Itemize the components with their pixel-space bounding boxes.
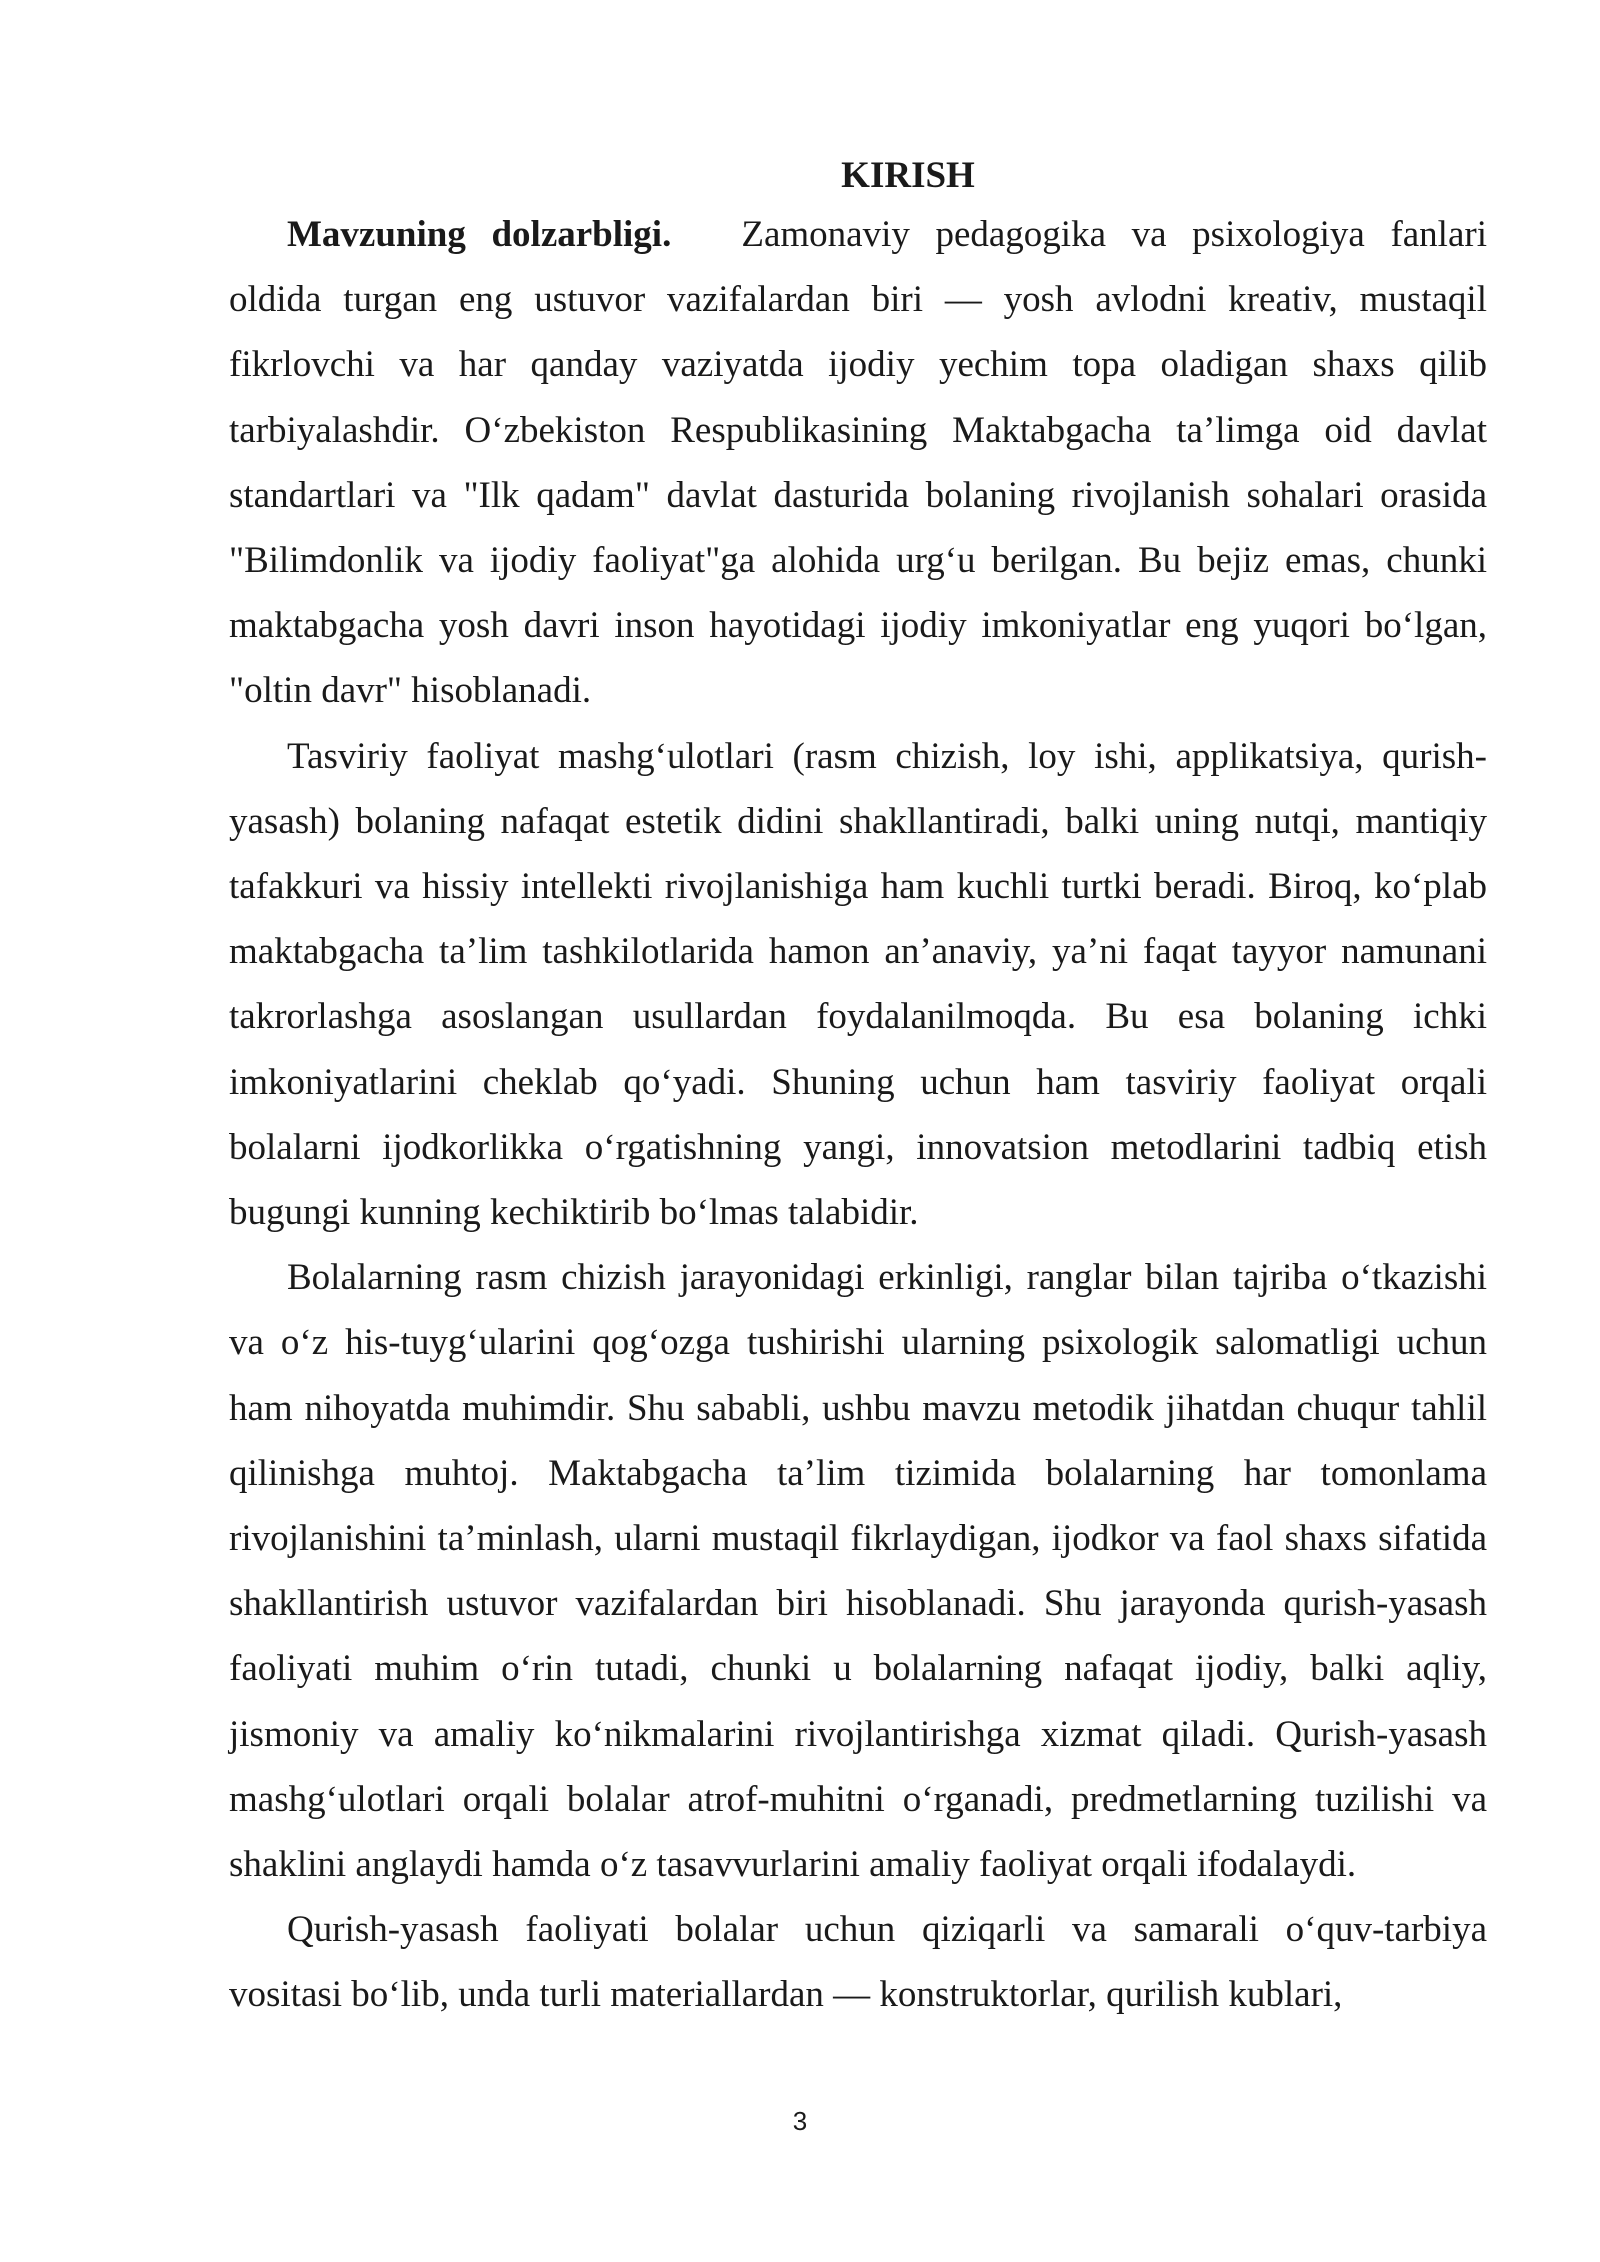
paragraph: Qurish-yasash faoliyati bolalar uchun qiziqarli va samarali o‘quv-tarbiya vositasi bo‘lib, unda turli materiallardan — konstruktorlar, qurilish kublari,: [229, 1909, 1487, 2016]
paragraph: Bolalarning rasm chizish jarayonidagi erkinligi, ranglar bilan tajriba o‘tkazishi va o‘z his-tuyg‘ularini qog‘ozga tushirishi ularning psixologik salomatligi uchun ham nihoyatda muhimdir. Shu sababli, ushbu mavzu metodik jihatdan chuqur tahlil qilinishga muhtoj. Maktabgacha ta’lim tizimida bolalarning har tomonlama rivojlanishini ta’minlash, ularni mustaqil fikrlaydigan, ijodkor va faol shaxs sifatida shakllantirish ustuvor vazifalardan biri hisoblanadi. Shu jarayonda qurish-yasash faoliyati muhim o‘rin tutadi, chunki u bolalarning nafaqat ijodiy, balki aqliy, jismoniy va amaliy ko‘nikmalarini rivojlantirishga xizmat qiladi. Qurish-yasash mashg‘ulotlari orqali bolalar atrof-muhitni o‘rganadi, predmetlarning tuzilishi va shaklini anglaydi hamda o‘z tasavvurlarini amaliy faoliyat orqali ifodalaydi.: [229, 1257, 1487, 1886]
paragraph-text: Zamonaviy pedagogika va psixologiya fanlari oldida turgan eng ustuvor vazifalardan biri — yosh avlodni kreativ, mustaqil fikrlovchi va har qanday vaziyatda ijodiy yechim topa oladigan shaxs qilib tarbiyalashdir. O‘zbekiston Respublikasining Maktabgacha ta’limga oid davlat standartlari va "Ilk qadam" davlat dasturida bolaning rivojlanish sohalari orasida "Bilimdonlik va ijodiy faoliyat"ga alohida urg‘u berilgan. Bu bejiz emas, chunki maktabgacha yosh davri inson hayotidagi ijodiy imkoniyatlar eng yuqori bo‘lgan, "oltin davr" hisoblanadi.: [229, 214, 1487, 712]
page-content: [229, 150, 1487, 2028]
paragraph-relevance: [229, 202, 1487, 724]
lead-label: Mavzuning dolzarbligi.: [287, 214, 672, 255]
page-title: KIRISH: [841, 155, 975, 196]
paragraph: Tasviriy faoliyat mashg‘ulotlari (rasm chizish, loy ishi, applikatsiya, qurish-yasash) bolaning nafaqat estetik didini shakllantiradi, balki uning nutqi, mantiqiy tafakkuri va hissiy intellekti rivojlanishiga ham kuchli turtki beradi. Biroq, ko‘plab maktabgacha ta’lim tashkilotlarida hamon an’anaviy, ya’ni faqat tayyor namunani takrorlashga asoslangan usullardan foydalanilmoqda. Bu esa bolaning ichki imkoniyatlarini cheklab qo‘yadi. Shuning uchun ham tasviriy faoliyat orqali bolalarni ijodkorlikka o‘rgatishning yangi, innovatsion metodlarini tadbiq etish bugungi kunning kechiktirib bo‘lmas talabidir.: [229, 735, 1487, 1234]
page-number: 3: [792, 2106, 808, 2136]
